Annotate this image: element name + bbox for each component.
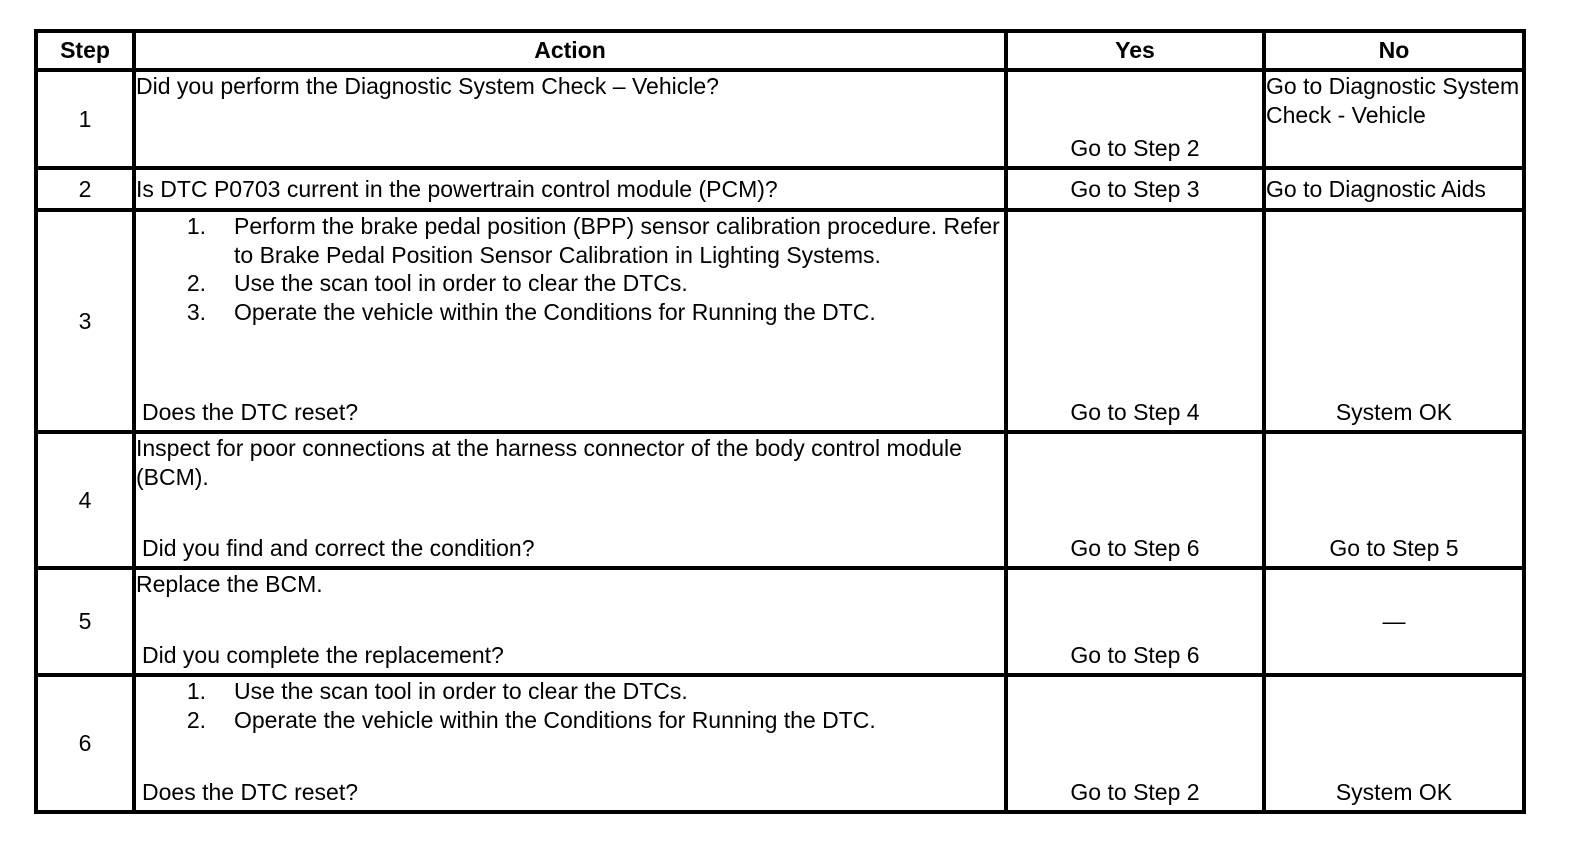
- yes-result: Go to Step 2: [1070, 778, 1200, 805]
- table-row: [36, 210, 1524, 432]
- step-number: 3: [36, 210, 134, 432]
- table-row: [36, 568, 1524, 675]
- list-item: [184, 212, 1004, 269]
- list-item-number: 2.: [186, 706, 206, 733]
- list-item-text: Perform the brake pedal position (BPP) sensor calibration procedure. Refer to Brake Pedal Position Sensor Calibration in Lighting Systems.: [234, 213, 1000, 268]
- header-no: No: [1264, 31, 1524, 70]
- list-item-number: 3.: [186, 298, 206, 325]
- yes-result: Go to Step 2: [1070, 134, 1200, 161]
- no-cell: [1264, 675, 1524, 812]
- diagnostic-table: [34, 29, 1526, 814]
- action-text: Is DTC P0703 current in the powertrain control module (PCM)?: [134, 168, 1006, 210]
- list-item-text: Operate the vehicle within the Conditions for Running the DTC.: [234, 298, 876, 325]
- list-item: [184, 677, 1004, 706]
- action-text: Inspect for poor connections at the harness connector of the body control module (BCM).: [136, 435, 962, 490]
- table-row: [36, 432, 1524, 568]
- yes-cell: [1006, 432, 1264, 568]
- list-item: [184, 706, 1004, 735]
- no-cell: [1264, 432, 1524, 568]
- yes-cell: [1006, 70, 1264, 168]
- yes-result: Go to Step 4: [1070, 398, 1200, 425]
- no-result: Go to Diagnostic Aids: [1264, 168, 1524, 210]
- action-question: Does the DTC reset?: [142, 398, 359, 425]
- list-item-text: Operate the vehicle within the Conditions for Running the DTC.: [234, 706, 876, 733]
- yes-result: Go to Step 3: [1006, 168, 1264, 210]
- action-cell: [134, 210, 1006, 432]
- no-result: System OK: [1335, 778, 1453, 805]
- action-question: Did you complete the replacement?: [142, 641, 504, 668]
- action-text: Did you perform the Diagnostic System Check – Vehicle?: [134, 70, 1006, 168]
- yes-cell: [1006, 568, 1264, 675]
- list-item-number: 2.: [186, 270, 206, 296]
- action-cell: [134, 568, 1006, 675]
- procedure-list: [136, 677, 1004, 734]
- action-text: Replace the BCM.: [136, 571, 323, 597]
- header-yes: Yes: [1006, 31, 1264, 70]
- action-question: Did you find and correct the condition?: [142, 534, 535, 561]
- step-number: 4: [36, 432, 134, 568]
- header-action: Action: [134, 31, 1006, 70]
- no-result: Go to Diagnostic System Check - Vehicle: [1264, 70, 1524, 168]
- step-number: 5: [36, 568, 134, 675]
- action-question: Does the DTC reset?: [142, 778, 359, 805]
- step-number: 2: [36, 168, 134, 210]
- header-step: Step: [36, 31, 134, 70]
- yes-result: Go to Step 6: [1070, 641, 1200, 668]
- action-cell: [134, 675, 1006, 812]
- step-number: 6: [36, 675, 134, 812]
- table-header-row: [36, 31, 1524, 70]
- yes-cell: [1006, 675, 1264, 812]
- yes-cell: [1006, 210, 1264, 432]
- table-row: [36, 675, 1524, 812]
- action-cell: [134, 432, 1006, 568]
- no-result: Go to Step 5: [1329, 534, 1459, 561]
- step-number: 1: [36, 70, 134, 168]
- list-item-number: 1.: [186, 678, 206, 704]
- no-cell: [1264, 210, 1524, 432]
- list-item: [184, 269, 1004, 298]
- list-item-number: 1.: [186, 213, 206, 239]
- procedure-list: [136, 212, 1004, 326]
- list-item-text: Use the scan tool in order to clear the DTCs.: [234, 678, 688, 704]
- no-result: System OK: [1335, 398, 1453, 425]
- table-row: [36, 168, 1524, 210]
- list-item: [184, 298, 1004, 327]
- yes-result: Go to Step 6: [1070, 534, 1200, 561]
- table-row: [36, 70, 1524, 168]
- no-result: —: [1264, 568, 1524, 675]
- list-item-text: Use the scan tool in order to clear the DTCs.: [234, 270, 688, 296]
